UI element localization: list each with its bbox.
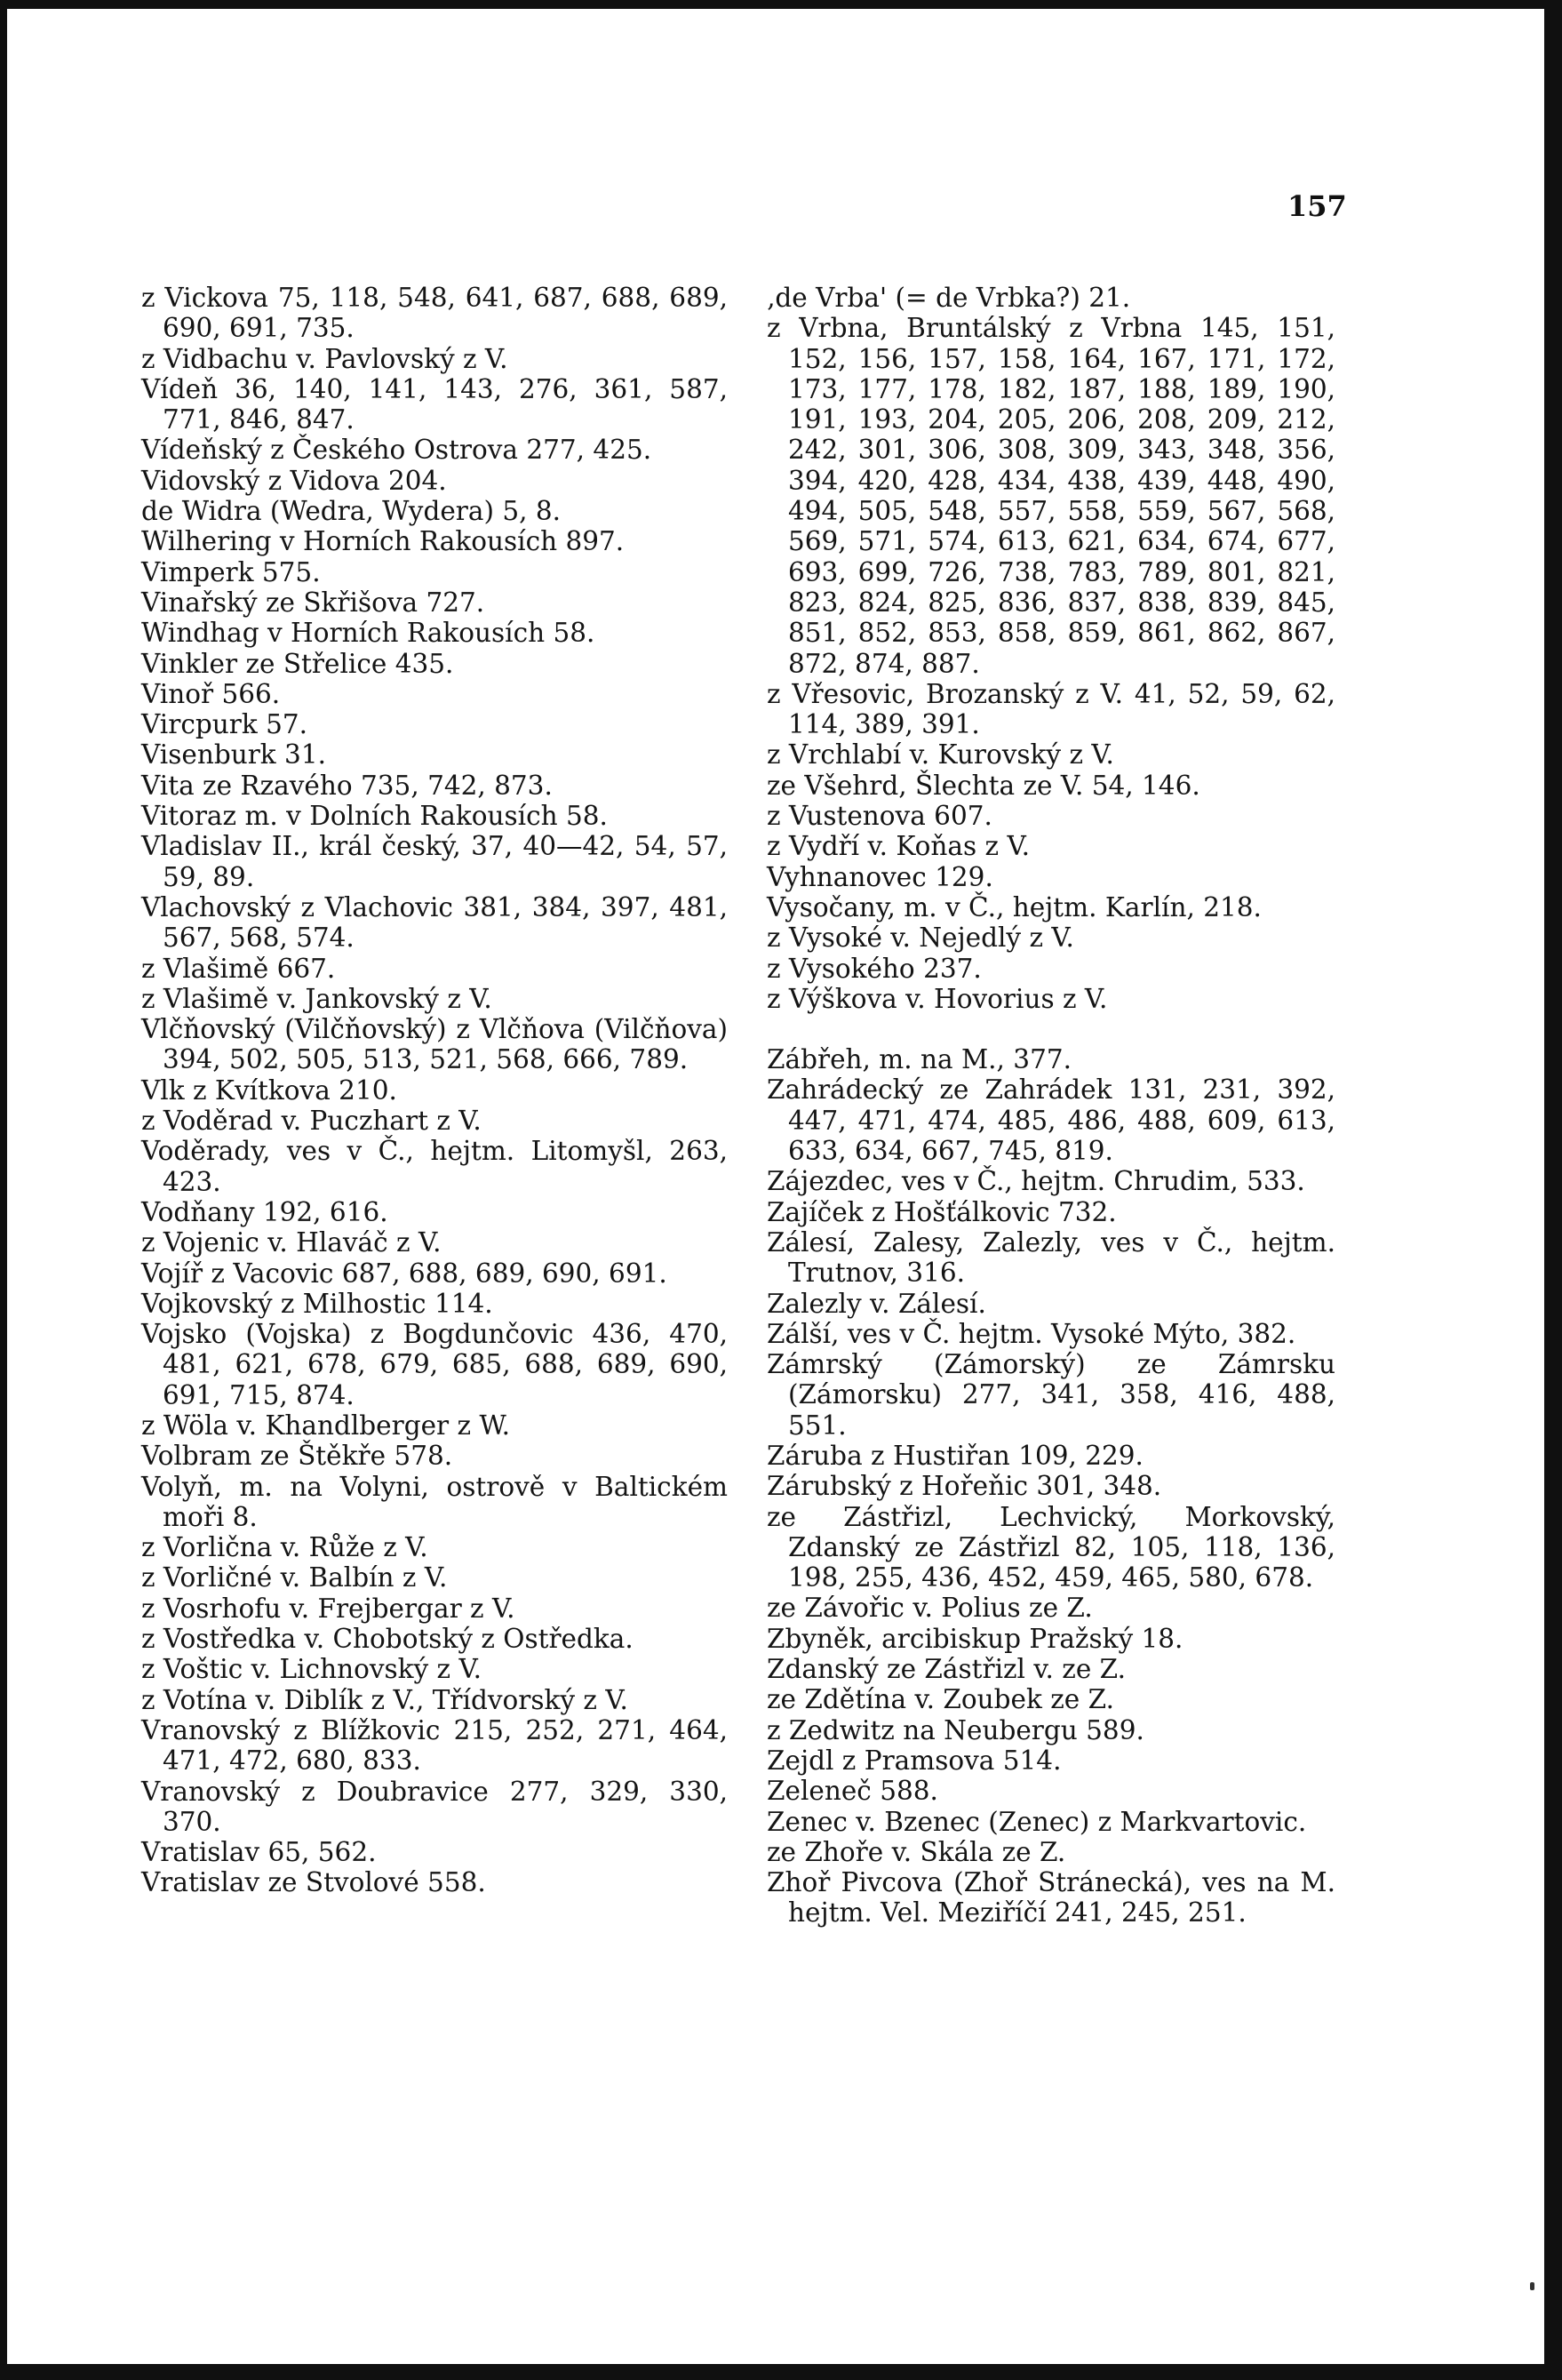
index-entry: Zalezly v. Zálesí. <box>767 1288 986 1319</box>
index-entry: ze Zhoře v. Skála ze Z. <box>767 1836 1066 1867</box>
index-entry: Záruba z Hustiřan 109, 229. <box>767 1440 1144 1471</box>
index-entry: z Výškova v. Hovorius z V. <box>767 983 1108 1014</box>
index-entry: Vlčňovský (Vilčňovský) z Vlčňova (Vilčňova) 394, 502, 505, 513, 521, 568, 666, 789. <box>141 1014 728 1075</box>
index-entry: Vodňany 192, 616. <box>141 1196 388 1227</box>
index-entry: Vladislav II., král český, 37, 40—42, 54, 57, 59, 89. <box>141 831 728 892</box>
index-entry: z Vostředka v. Chobotský z Ostředka. <box>141 1624 634 1655</box>
index-entry: z Vlašimě 667. <box>141 953 336 984</box>
index-entry: Vitoraz m. v Dolních Rakousích 58. <box>141 801 608 832</box>
index-entry: Zahrádecký ze Zahrádek 131, 231, 392, 447, 471, 474, 485, 486, 488, 609, 613, 633, 634, 667, 745, 819. <box>767 1074 1335 1167</box>
right-column <box>767 283 1335 1929</box>
index-entry: Volbram ze Štěkře 578. <box>141 1441 453 1472</box>
index-entry: Zárubský z Hořeňic 301, 348. <box>767 1471 1162 1502</box>
index-entry: ze Zdětína v. Zoubek ze Z. <box>767 1684 1114 1715</box>
index-entry: Zálší, ves v Č. hejtm. Vysoké Mýto, 382. <box>767 1318 1296 1349</box>
index-entry: z Vosrhofu v. Frejbergar z V. <box>141 1593 515 1624</box>
index-entry: Vojíř z Vacovic 687, 688, 689, 690, 691. <box>141 1258 667 1289</box>
index-entry: Vita ze Rzavého 735, 742, 873. <box>141 770 553 801</box>
index-entry: Vidovský z Vidova 204. <box>141 465 447 496</box>
index-entry: Vratislav 65, 562. <box>141 1837 377 1868</box>
index-entry: z Votína v. Diblík z V., Třídvorský z V. <box>141 1684 628 1715</box>
index-entry: ze Všehrd, Šlechta ze V. 54, 146. <box>767 770 1200 801</box>
index-entry: Zhoř Pivcova (Zhoř Stránecká), ves na M. hejtm. Vel. Meziříčí 241, 245, 251. <box>767 1867 1335 1929</box>
index-entry: z Vorličné v. Balbín z V. <box>141 1562 448 1593</box>
index-entry: Vinařský ze Skřišova 727. <box>141 587 485 618</box>
index-entry: z Vojenic v. Hlaváč z V. <box>141 1227 442 1258</box>
index-entry: Volyň, m. na Volyni, ostrově v Baltickém moři 8. <box>141 1471 728 1532</box>
index-entry: z Vydří v. Koňas z V. <box>767 831 1030 862</box>
index-entry: Vysočany, m. v Č., hejtm. Karlín, 218. <box>767 891 1262 922</box>
index-entry: Vyhnanovec 129. <box>767 861 993 892</box>
index-entry: Vídeň 36, 140, 141, 143, 276, 361, 587, 771, 846, 847. <box>141 373 728 435</box>
index-entry: Vimperk 575. <box>141 556 321 587</box>
page-number: 157 <box>1287 189 1347 223</box>
index-entry: Vranovský z Doubravice 277, 329, 330, 370. <box>141 1776 728 1837</box>
index-entry: z Vustenova 607. <box>767 801 992 832</box>
index-entry: Vircpurk 57. <box>141 709 307 740</box>
index-entry: z Vrbna, Bruntálský z Vrbna 145, 151, 152, 156, 157, 158, 164, 167, 171, 172, 173, 177, 178, 182, 187, 188, 189, 190, 191, 193, 204, 205, 206, 208, 209, 212, 242, 301, 306, 308, 309, 343, 348, 356, 394, 420, 428, 434, 438, 439, 448, 490, 494, 505, 548, 557, 558, 559, 567, 568, 569, 571, 574, 613, 621, 634, 674, 677, 693, 699, 726, 738, 783, 789, 801, 821, 823, 824, 825, 836, 837, 838, 839, 845, 851, 852, 853, 858, 859, 861, 862, 867, 872, 874, 887. <box>767 313 1335 679</box>
index-entry: Zajíček z Hošťálkovic 732. <box>767 1196 1117 1227</box>
index-entry: Vinoř 566. <box>141 678 281 709</box>
index-entry: ze Zástřizl, Lechvický, Morkovský, Zdanský ze Zástřizl 82, 105, 118, 136, 198, 255, 436, 452, 459, 465, 580, 678. <box>767 1501 1335 1593</box>
index-entry: Visenburk 31. <box>141 739 326 771</box>
section-gap <box>767 1014 1335 1044</box>
index-entry: Vinkler ze Střelice 435. <box>141 648 454 679</box>
index-entry: de Widra (Wedra, Wydera) 5, 8. <box>141 496 562 527</box>
index-entry: Vlk z Kvítkova 210. <box>141 1074 397 1106</box>
index-entry: Wilhering v Horních Rakousích 897. <box>141 526 625 557</box>
index-entry: ze Závořic v. Polius ze Z. <box>767 1593 1093 1624</box>
index-entry: z Vysokého 237. <box>767 953 982 984</box>
index-entry: z Vorlična v. Růže z V. <box>141 1532 428 1563</box>
index-entry: Zejdl z Pramsova 514. <box>767 1745 1062 1776</box>
index-entry: z Vřesovic, Brozanský z V. 41, 52, 59, 62, 114, 389, 391. <box>767 678 1335 740</box>
index-entry: Vlachovský z Vlachovic 381, 384, 397, 481, 567, 568, 574. <box>141 891 728 954</box>
index-entry: Zeleneč 588. <box>767 1776 938 1807</box>
index-entry: Zábřeh, m. na M., 377. <box>767 1044 1072 1075</box>
index-entry: z Wöla v. Khandlberger z W. <box>141 1410 510 1441</box>
index-entry: z Vidbachu v. Pavlovský z V. <box>141 343 508 374</box>
index-entry: Zámrský (Zámorský) ze Zámrsku (Zámorsku) 277, 341, 358, 416, 488, 551. <box>767 1349 1335 1441</box>
index-entry: Zbyněk, arcibiskup Pražský 18. <box>767 1623 1183 1654</box>
index-entry: Vranovský z Blížkovic 215, 252, 271, 464, 471, 472, 680, 833. <box>141 1714 728 1777</box>
index-entry: z Voštic v. Lichnovský z V. <box>141 1654 482 1685</box>
index-entry: ‚de Vrba' (= de Vrbka?) 21. <box>767 283 1131 313</box>
index-entry: Vratislav ze Stvolové 558. <box>141 1867 486 1898</box>
index-entry: z Voděrad v. Puczhart z V. <box>141 1106 482 1137</box>
index-entry: z Vysoké v. Nejedlý z V. <box>767 922 1074 954</box>
index-entry: Zenec v. Bzenec (Zenec) z Markvartovic. <box>767 1806 1307 1837</box>
index-entry: z Zedwitz na Neubergu 589. <box>767 1714 1144 1745</box>
index-entry: z Vrchlabí v. Kurovský z V. <box>767 739 1114 771</box>
index-entry: z Vickova 75, 118, 548, 641, 687, 688, 689, 690, 691, 735. <box>141 283 728 344</box>
index-entry: Voděrady, ves v Č., hejtm. Litomyšl, 263, 423. <box>141 1136 728 1197</box>
scan-mark <box>1530 2282 1534 2290</box>
index-entry: Zdanský ze Zástřizl v. ze Z. <box>767 1654 1127 1685</box>
index-entry: Vídeňský z Českého Ostrova 277, 425. <box>141 435 652 466</box>
index-entry: z Vlašimě v. Jankovský z V. <box>141 983 492 1014</box>
index-entry: Zájezdec, ves v Č., hejtm. Chrudim, 533. <box>767 1166 1305 1197</box>
index-entry: Windhag v Horních Rakousích 58. <box>141 618 595 649</box>
index-page <box>7 9 1544 2364</box>
index-entry: Vojkovský z Milhostic 114. <box>141 1288 493 1319</box>
left-column <box>141 283 728 1898</box>
index-entry: Vojsko (Vojska) z Bogdunčovic 436, 470, 481, 621, 678, 679, 685, 688, 689, 690, 691, 715, 874. <box>141 1319 728 1410</box>
index-entry: Zálesí, Zalesy, Zalezly, ves v Č., hejtm. Trutnov, 316. <box>767 1226 1335 1289</box>
